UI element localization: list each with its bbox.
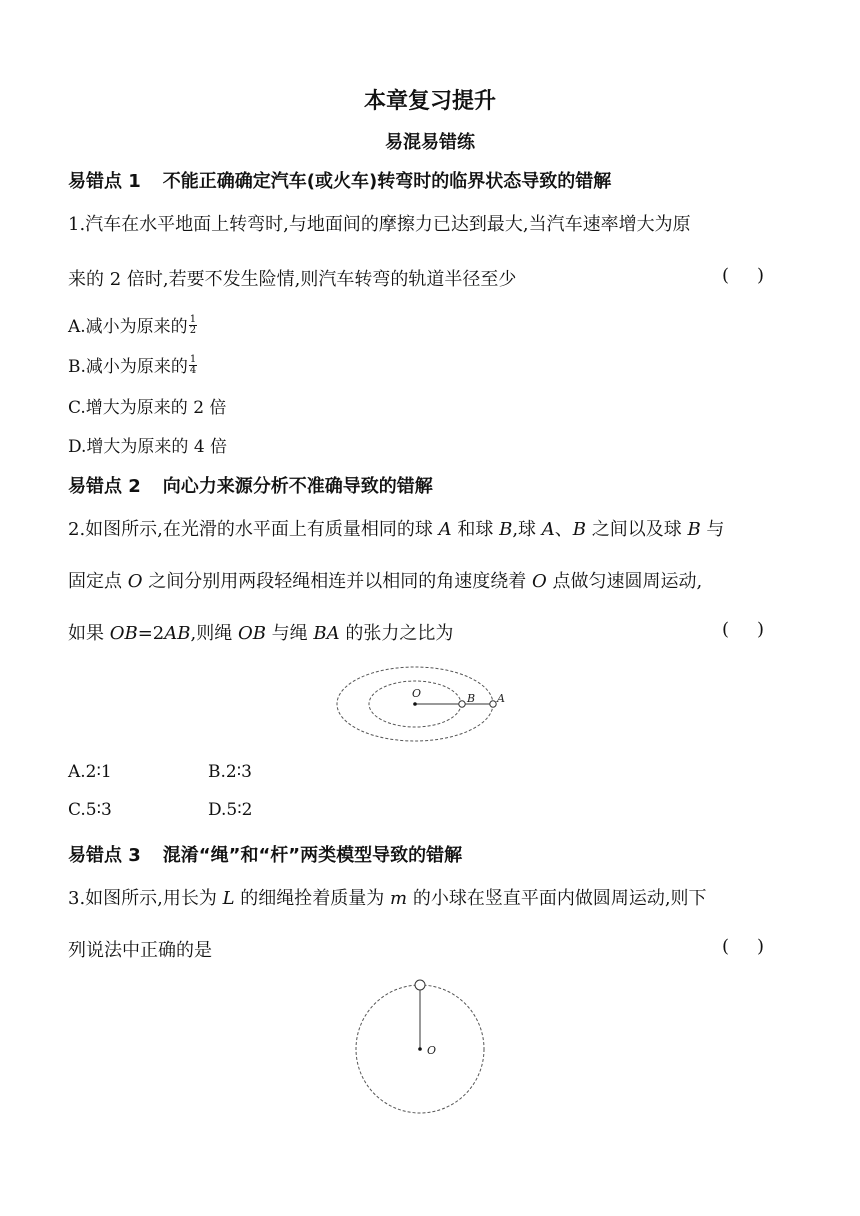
q1-option-b	[68, 352, 197, 378]
q2-option-d: D.5∶2	[208, 800, 253, 820]
page-title: 本章复习提升	[363, 89, 496, 114]
q1-line-1: 1.汽车在水平地面上转弯时,与地面间的摩擦力已达到最大,当汽车速率增大为原	[68, 214, 691, 235]
q3-answer-blank: ( )	[722, 936, 765, 957]
section-heading-2	[68, 472, 433, 498]
label-a: A	[497, 692, 505, 705]
q3-line-1: 3.如图所示,用长为 L 的细绳拴着质量为 m 的小球在竖直平面内做圆周运动,则下	[68, 888, 707, 909]
ball-b	[459, 701, 465, 707]
section-heading-1	[68, 167, 611, 193]
q2-option-c: C.5∶3	[68, 800, 112, 820]
q2-line-3: 如果 OB=2AB,则绳 OB 与绳 BA 的张力之比为	[68, 623, 454, 644]
fraction-numerator: 1	[189, 354, 197, 365]
q2-line-1: 2.如图所示,在光滑的水平面上有质量相同的球 A 和球 B,球 A、B 之间以及球 B 与	[68, 519, 725, 540]
label-b: B	[467, 692, 476, 705]
fraction-numerator: 1	[189, 314, 197, 325]
ball	[415, 980, 425, 990]
q1-option-c: C.增大为原来的 2 倍	[68, 398, 227, 418]
q1-option-d: D.增大为原来的 4 倍	[68, 437, 228, 457]
fraction-denominator: 2	[189, 325, 197, 336]
q1-answer-blank: ( )	[722, 265, 765, 286]
page-subtitle: 易混易错练	[385, 132, 475, 153]
section-text: 不能正确确定汽车(或火车)转弯时的临界状态导致的错解	[162, 171, 612, 192]
ball-a	[490, 701, 496, 707]
fraction	[189, 315, 197, 336]
center-point	[418, 1047, 422, 1051]
center-point	[413, 702, 417, 706]
q2-option-a: A.2∶1	[68, 762, 112, 782]
q3-figure-vertical-circle	[350, 975, 490, 1117]
section-label: 易错点 3	[68, 845, 141, 866]
fraction-denominator: 4	[189, 365, 197, 376]
fraction	[189, 355, 197, 376]
section-label: 易错点 1	[68, 171, 141, 192]
q2-line-2: 固定点 O 之间分别用两段轻绳相连并以相同的角速度绕着 O 点做匀速圆周运动,	[68, 571, 703, 592]
q2-answer-blank: ( )	[722, 619, 765, 640]
section-label: 易错点 2	[68, 476, 141, 497]
option-text: B.减小为原来的	[68, 357, 188, 377]
q1-option-a	[68, 312, 197, 338]
label-o: O	[427, 1044, 437, 1057]
section-text: 向心力来源分析不准确导致的错解	[162, 476, 433, 497]
q3-line-2: 列说法中正确的是	[68, 940, 212, 961]
q2-figure-orbits	[330, 664, 530, 754]
q2-option-b: B.2∶3	[208, 762, 252, 782]
option-text: A.减小为原来的	[68, 317, 188, 337]
section-heading-3	[68, 841, 462, 867]
label-o: O	[412, 687, 422, 700]
section-text: 混淆“绳”和“杆”两类模型导致的错解	[162, 845, 463, 866]
q1-line-2: 来的 2 倍时,若要不发生险情,则汽车转弯的轨道半径至少	[68, 269, 517, 290]
